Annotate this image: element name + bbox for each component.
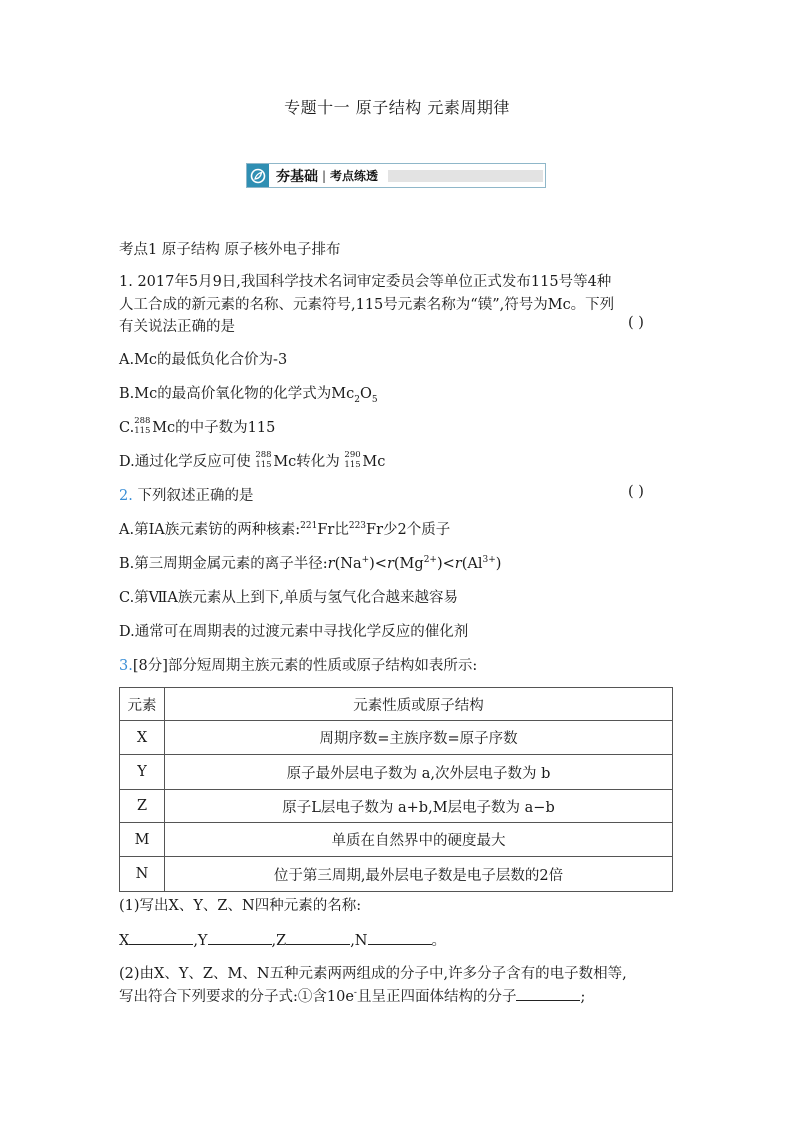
nuclide-notation: 288 115	[255, 450, 272, 470]
q2-stem: 2. 下列叙述正确的是	[119, 488, 254, 504]
table-cell: Z	[120, 790, 165, 823]
table-cell: 单质在自然界中的硬度最大	[165, 823, 673, 857]
q2-option-c: C.第ⅦA族元素从上到下,单质与氢气化合越来越容易	[119, 590, 458, 606]
table-cell: N	[120, 857, 165, 892]
q2-number: 2.	[119, 488, 133, 504]
banner-bar	[388, 170, 543, 182]
q1-stem-line1: 1. 2017年5月9日,我国科学技术名词审定委员会等单位正式发布115号等4种	[119, 274, 612, 290]
banner-title: 夯基础	[276, 168, 318, 185]
section-banner	[246, 163, 546, 188]
q3-part1-blanks: X ,Y ,Z ,N 。	[119, 933, 446, 949]
q3-part2-line1: (2)由X、Y、Z、M、N五种元素两两组成的分子中,许多分子含有的电子数相等,	[119, 966, 627, 982]
table-cell: M	[120, 823, 165, 857]
element-table	[119, 687, 673, 892]
table-row	[120, 790, 673, 823]
q2-answer-paren: ( )	[628, 484, 644, 500]
section-heading: 考点1 原子结构 原子核外电子排布	[119, 242, 341, 258]
q1-stem-line3: 有关说法正确的是	[119, 319, 235, 335]
table-row	[120, 857, 673, 892]
nuclide-notation: 290 115	[344, 450, 361, 470]
q1-answer-paren: ( )	[628, 315, 644, 331]
q3-part2-line2: 写出符合下列要求的分子式:①含10e-且呈正四面体结构的分子 ;	[119, 988, 586, 1005]
answer-blank[interactable]	[516, 988, 580, 1001]
answer-blank[interactable]	[129, 932, 193, 945]
table-cell: 周期序数=主族序数=原子序数	[165, 721, 673, 755]
table-row	[120, 823, 673, 857]
table-cell: 位于第三周期,最外层电子数是电子层数的2倍	[165, 857, 673, 892]
q3-number: 3.	[119, 658, 133, 674]
q2-option-a: A.第ⅠA族元素钫的两种核素:$^{221}$Fr比$^{223}$Fr少2个质子	[119, 521, 451, 538]
q1-option-d: D.通过化学反应可使 288 115 Mc转化为 290 115 Mc	[119, 450, 386, 470]
nuclide-notation: 288 115	[134, 416, 151, 436]
q3-part1: (1)写出X、Y、Z、N四种元素的名称:	[119, 898, 362, 914]
table-row	[120, 755, 673, 790]
q2-option-b: B.第三周期金属元素的离子半径$:r(Na^+)<r(Mg^{2+})<r(Al^{3+})$	[119, 555, 502, 572]
table-header-cell: 元素	[120, 688, 165, 721]
leaf-icon	[247, 164, 269, 187]
q3-stem: 3.[8分]部分短周期主族元素的性质或原子结构如表所示:	[119, 658, 478, 674]
q1-option-b: B.Mc的最高价氧化物的化学式为$Mc_2O_5$	[119, 386, 378, 405]
banner-subtitle: 考点练透	[330, 169, 379, 183]
q1-option-a: A.Mc的最低负化合价为-3	[119, 352, 288, 368]
q1-option-c: C. 288 115 Mc的中子数为115	[119, 416, 276, 436]
table-cell: X	[120, 721, 165, 755]
q1-stem-line2: 人工合成的新元素的名称、元素符号,115号元素名称为“镆”,符号为Mc。下列	[119, 297, 615, 313]
table-header-cell: 元素性质或原子结构	[165, 688, 673, 721]
table-cell: 原子L层电子数为 a+b,M层电子数为 a−b	[165, 790, 673, 823]
answer-blank[interactable]	[208, 932, 272, 945]
table-cell: 原子最外层电子数为 a,次外层电子数为 b	[165, 755, 673, 790]
answer-blank[interactable]	[368, 932, 432, 945]
table-row	[120, 721, 673, 755]
table-cell: Y	[120, 755, 165, 790]
page-title: 专题十一 原子结构 元素周期律	[284, 98, 510, 117]
q2-option-d: D.通常可在周期表的过渡元素中寻找化学反应的催化剂	[119, 624, 469, 640]
banner-separator: |	[322, 168, 327, 183]
answer-blank[interactable]	[286, 932, 350, 945]
table-header-row	[120, 688, 673, 721]
